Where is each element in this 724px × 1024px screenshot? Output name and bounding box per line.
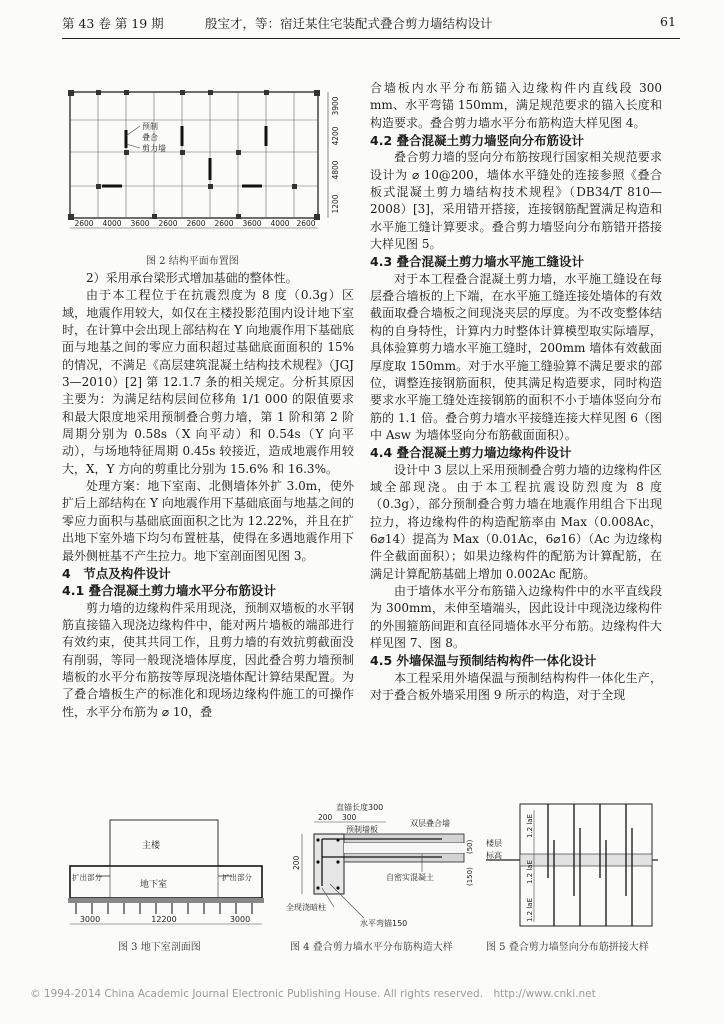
label-wall: 剪力墙 [142, 144, 166, 153]
figure-5 [482, 800, 660, 938]
figure-4-caption: 图 4 叠合剪力墙水平分布筋构造大样 [290, 942, 453, 953]
plan-dim: 4000 [102, 219, 122, 228]
paragraph: 剪力墙的边缘构件采用现浇，预制双墙板的水平钢筋直接锚入现浇边缘构件中，能对两片墙板的端部进行有效约束，使其共同工作，且剪力墙的有效抗剪截面没有削弱，等同一般现浇墙体厚度，因此叠合剪力墙预制墙板的水平分布筋按等厚现浇墙体配计算结果配置。为了叠合墙板生产的标准化和现场边缘构件施工的可操作性，水平分布筋为 ⌀ 10，叠 [62, 600, 354, 719]
plan-dim-right: 4200 [331, 126, 340, 146]
dim-splice: 1.2 laE [526, 859, 534, 884]
figure-2 [62, 86, 352, 246]
paragraph: 对于本工程叠合混凝土剪力墙，水平施工缝设在每层叠合墙板的上下端，在水平施工缝连接处墙体的有效截面取叠合墙板之间现浇夹层的厚度。为不改变整体结构的自身特性，计算内力时整体计算模型取实际墙厚，具体验算剪力墙水平施工缝时，200mm 墙体有效截面厚度取 150mm。对于水平施工缝验算不满足要求的部位，调整连接钢筋面积，使其满足构造要求，同时构造要求水平施工缝处连接钢筋的面积不小于墙体竖向分布筋的 1.1 倍。叠合剪力墙水平接缝连接大样见图 6（图中 Asw 为墙体竖向分布筋截面面积）。 [370, 271, 662, 442]
subsection-heading: 4.3 叠合混凝土剪力墙水平施工缝设计 [370, 254, 584, 270]
label-double-wall: 双层叠合墙 [410, 819, 450, 828]
subsection-heading: 4.5 外墙保温与预制结构构件一体化设计 [370, 653, 597, 669]
subsection-heading: 4.2 叠合混凝土剪力墙竖向分布筋设计 [370, 133, 584, 149]
label-anchor-length: 直锚长度300 [336, 803, 384, 812]
label-cast-edge-column: 全现浇暗柱 [286, 903, 326, 912]
right-column [370, 80, 662, 704]
paragraph: 合墙板内水平分布筋锚入边缘构件内直线段 300 mm、水平弯锚 150mm，满足规范要求的锚入长度和构造要求。叠合剪力墙水平分布筋构造大样见图 4。 [370, 81, 662, 130]
label-floor: 楼层 [486, 839, 502, 848]
figure-5-caption: 图 5 叠合剪力墙竖向分布筋拼接大样 [486, 942, 649, 953]
dim-top: 200 [318, 813, 333, 822]
plan-dim-right: 3900 [331, 96, 340, 116]
paragraph: 本工程采用外墙保温与预制结构构件一体化生产，对于叠合板外墙采用图 9 所示的构造，对于全现 [370, 670, 662, 703]
plan-dim: 4000 [270, 219, 290, 228]
section-dim: 3000 [229, 915, 251, 924]
figure-3-caption: 图 3 地下室剖面图 [118, 942, 201, 953]
plan-dim-right: 1200 [331, 194, 340, 214]
label-extension-left: 扩出部分 [72, 873, 102, 882]
figure-3 [62, 806, 272, 938]
copyright-footer: © 1994-2014 China Academic Journal Electronic Publishing House. All rights reserved. http://www.cnki.net [30, 988, 596, 1000]
figure-2-caption: 图 2 结构平面布置图 [146, 256, 239, 267]
label-basement: 地下室 [140, 880, 168, 890]
label-level: 标高 [486, 851, 502, 860]
paragraph: 处理方案：地下室南、北侧墙体外扩 3.0m，使外扩后上部结构在 Y 向地震作用下基础底面与地基之间的零应力面积与基础底面面积之比为 12.22%，并且在扩出地下室外墙下均匀布置桩基，使得在多遇地震作用下最外侧桩基不产生拉力。地下室剖面图见图 3。 [62, 479, 354, 563]
label-horizontal-hook: 水平弯锚150 [360, 919, 408, 928]
left-column [62, 270, 354, 721]
running-title: 殷宝才，等：宿迁某住宅装配式叠合剪力墙结构设计 [205, 16, 493, 31]
dim-side: 200 [292, 855, 301, 870]
plan-dim: 2600 [296, 219, 316, 228]
paragraph: 2）采用承台梁形式增加基础的整体性。 [86, 271, 298, 285]
dim-splice: 1.2 laE [526, 813, 534, 838]
dim-side: (150) [466, 867, 474, 886]
label-main-building: 主楼 [142, 841, 161, 851]
figure-4 [282, 800, 478, 938]
subsection-heading: 4.4 叠合混凝土剪力墙边缘构件设计 [370, 445, 572, 461]
basement-section-drawing [62, 806, 272, 938]
plan-dim-right: 4800 [331, 160, 340, 180]
floor-plan-drawing [62, 86, 352, 246]
label-self-compacting-concrete: 自密实混凝土 [386, 873, 434, 882]
dim-splice: 1.2 laE [526, 897, 534, 922]
plan-dim: 2600 [158, 219, 178, 228]
plan-dim: 2600 [186, 219, 206, 228]
plan-dim: 2600 [214, 219, 234, 228]
header-rule [62, 38, 680, 39]
plan-dim: 3600 [242, 219, 262, 228]
page-number: 61 [660, 14, 676, 29]
section-heading: 4 节点及构件设计 [62, 565, 171, 581]
label-precast-panel: 预制墙板 [346, 825, 378, 834]
paragraph: 叠合剪力墙的竖向分布筋按现行国家相关规范要求设计为 ⌀ 10@200，墙体水平缝处的连接参照《叠合板式混凝土剪力墙结构技术规程》（DB34/T 810—2008）[3]，采用错开搭接，连接钢筋配置满足构造和水平施工缝计算要求。叠合剪力墙竖向分布筋错开搭接大样见图 5。 [370, 150, 662, 252]
subsection-heading: 4.1 叠合混凝土剪力墙水平分布筋设计 [62, 583, 276, 599]
label-prefab: 预制 [142, 122, 158, 131]
dim-top: 300 [342, 813, 357, 822]
label-extension-right: 扩出部分 [222, 873, 252, 882]
journal-issue: 第 43 卷 第 19 期 [62, 16, 164, 31]
label-laminate: 叠合 [142, 133, 158, 142]
vertical-rebar-splice-detail [482, 800, 660, 938]
horizontal-rebar-detail [282, 800, 478, 938]
paragraph: 由于本工程位于在抗震烈度为 8 度（0.3g）区域，地震作用较大，如仅在主楼投影范围内设计地下室时，在计算中会出现上部结构在 Y 向地震作用下基础底面与地基之间的零应力面积超过基础底面面积的 15% 的情况，不满足《高层建筑混凝土结构技术规程》（JGJ 3—2010）[2] 第 12.1.7 条的相关规定。分析其原因主要为：为满足结构层间位移角 1/1 000 的限值要求和最大限度地采用预制叠合剪力墙，第 1 阶和第 2 阶周期分别为 0.58s（X 向平动）和 0.54s（Y 向平动），与场地特征周期 0.45s 较接近，造成地震作用较大，X，Y 方向的剪重比分别为 15.6% 和 16.3%。 [62, 288, 354, 476]
section-dim: 3000 [79, 915, 101, 924]
paragraph: 由于墙体水平分布筋锚入边缘构件中的水平直线段为 300mm，未伸至墙端头，因此设计中现浇边缘构件的外围箍筋间距和直径同墙体水平分布筋。边缘构件大样见图 7、图 8。 [370, 583, 662, 650]
paragraph: 设计中 3 层以上采用预制叠合剪力墙的边缘构件区域全部现浇。由于本工程抗震设防烈度为 8 度（0.3g），部分预制叠合剪力墙在地震作用组合下出现拉力，将边缘构件的构造配筋率由 Max（0.008Ac，6⌀14）提高为 Max（0.01Ac，6⌀16）（Ac 为边缘构件全截面面积）；如果边缘构件的配筋为计算配筋，在满足计算配筋基础上增加 0.002Ac 配筋。 [370, 462, 662, 581]
section-dim: 12200 [151, 915, 177, 924]
plan-dim: 2600 [74, 219, 94, 228]
dim-side: (50) [466, 839, 474, 854]
plan-dim: 3600 [130, 219, 150, 228]
